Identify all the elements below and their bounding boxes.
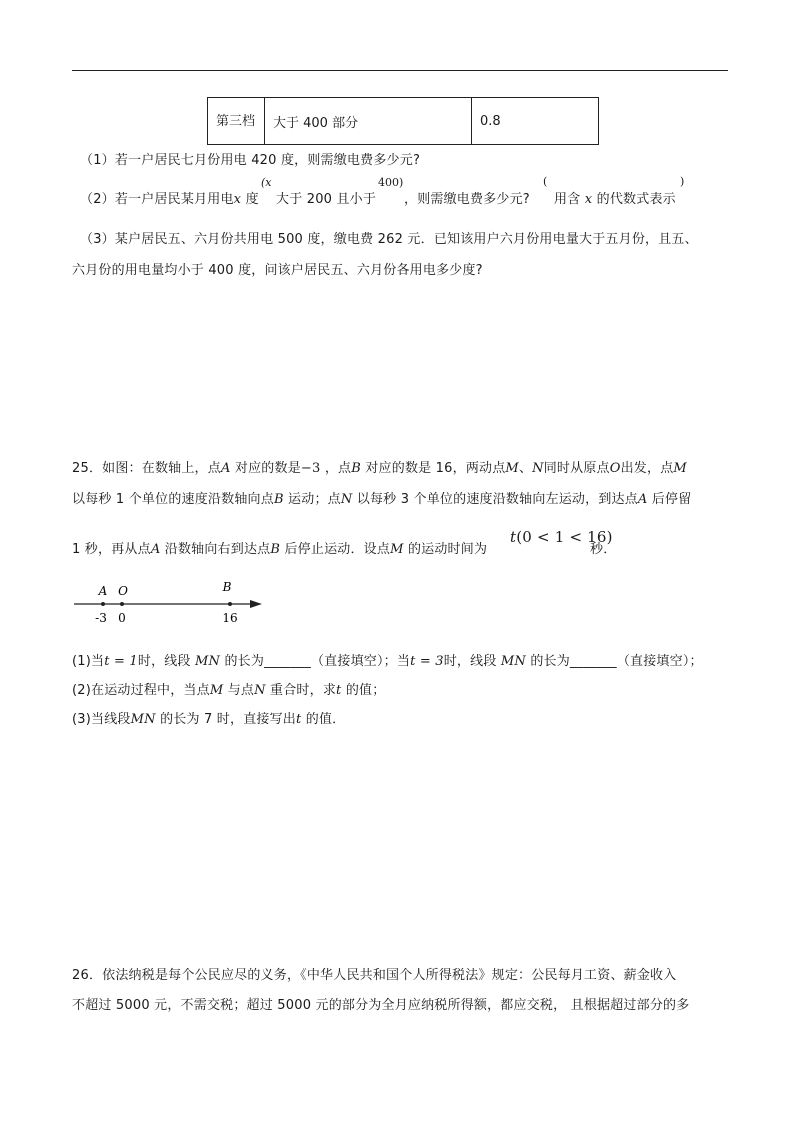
point-b-dot <box>228 602 232 606</box>
q25-sub2: (2)在运动过程中，当点M 与点N 重合时，求t 的值； <box>72 683 386 698</box>
paren-close: ) <box>680 175 685 188</box>
point-o-dot <box>120 602 124 606</box>
q24-part2: （2）若一户居民某月用电x 度 <box>80 192 259 207</box>
q24-part2-d: 用含 x 的代数式表示 <box>554 192 676 207</box>
point-a-dot <box>101 602 105 606</box>
q24-part3-line2: 六月份的用电量均小于 400 度，问该户居民五、六月份各用电多少度? <box>72 263 483 278</box>
q25-line2: 以每秒 1 个单位的速度沿数轴向点B 运动；点N 以每秒 3 个单位的速度沿数轴向左运动，到达点A 后停留 <box>72 492 692 507</box>
q25-line3-end: 秒． <box>590 542 617 557</box>
label-o: O <box>118 584 128 598</box>
q25-sub3: (3)当线段MN 的长为 7 时，直接写出t 的值． <box>72 712 346 727</box>
tariff-table <box>207 97 599 145</box>
q24-part2-b: 大于 200 且小于 <box>276 192 377 207</box>
q26-line1: 26．依法纳税是每个公民应尽的义务，《中华人民共和国个人所得税法》规定：公民每月工资、薪金收入 <box>72 968 677 983</box>
label-a: A <box>98 584 108 598</box>
q25-line1: 25．如图：在数轴上，点A 对应的数是−3 ，点B 对应的数是 16，两动点M、N同时从原点O出发，点M <box>72 461 687 476</box>
tick-minus3: -3 <box>95 611 107 625</box>
sup-400: 400) <box>378 176 404 189</box>
q24-part2-c: ，则需缴电费多少元? <box>404 192 530 207</box>
var-x: x <box>233 192 242 207</box>
header-rule <box>72 70 728 71</box>
time-condition: t(0 < 1 < 16) <box>510 528 613 546</box>
q24-part1: （1）若一户居民七月份用电 420 度，则需缴电费多少元? <box>80 153 421 168</box>
tier-cell: 第三档 <box>208 98 265 145</box>
tick-0: 0 <box>118 611 126 625</box>
tick-16: 16 <box>222 611 238 625</box>
q25-line3: 1 秒，再从点A 沿数轴向右到达点B 后停止运动．设点M 的运动时间为 <box>72 542 488 557</box>
label-b: B <box>222 580 232 594</box>
range-cell: 大于 400 部分 <box>265 98 472 145</box>
number-line-figure <box>70 578 270 628</box>
paren-x: (x <box>261 176 272 189</box>
q24-part3-line1: （3）某户居民五、六月份共用电 500 度，缴电费 262 元．已知该用户六月份用电量大于五月份，且五、 <box>80 232 698 247</box>
price-cell: 0.8 <box>472 98 599 145</box>
axis-arrow <box>250 600 262 608</box>
q25-sub1: (1)当t = 1时，线段 MN 的长为_______（直接填空）；当t = 3时，线段 MN 的长为_______（直接填空）； <box>72 654 703 669</box>
paren-open: ( <box>543 175 548 188</box>
table-row <box>208 98 599 145</box>
q26-line2: 不超过 5000 元，不需交税；超过 5000 元的部分为全月应纳税所得额，都应交税， 且根据超过部分的多 <box>72 998 690 1013</box>
